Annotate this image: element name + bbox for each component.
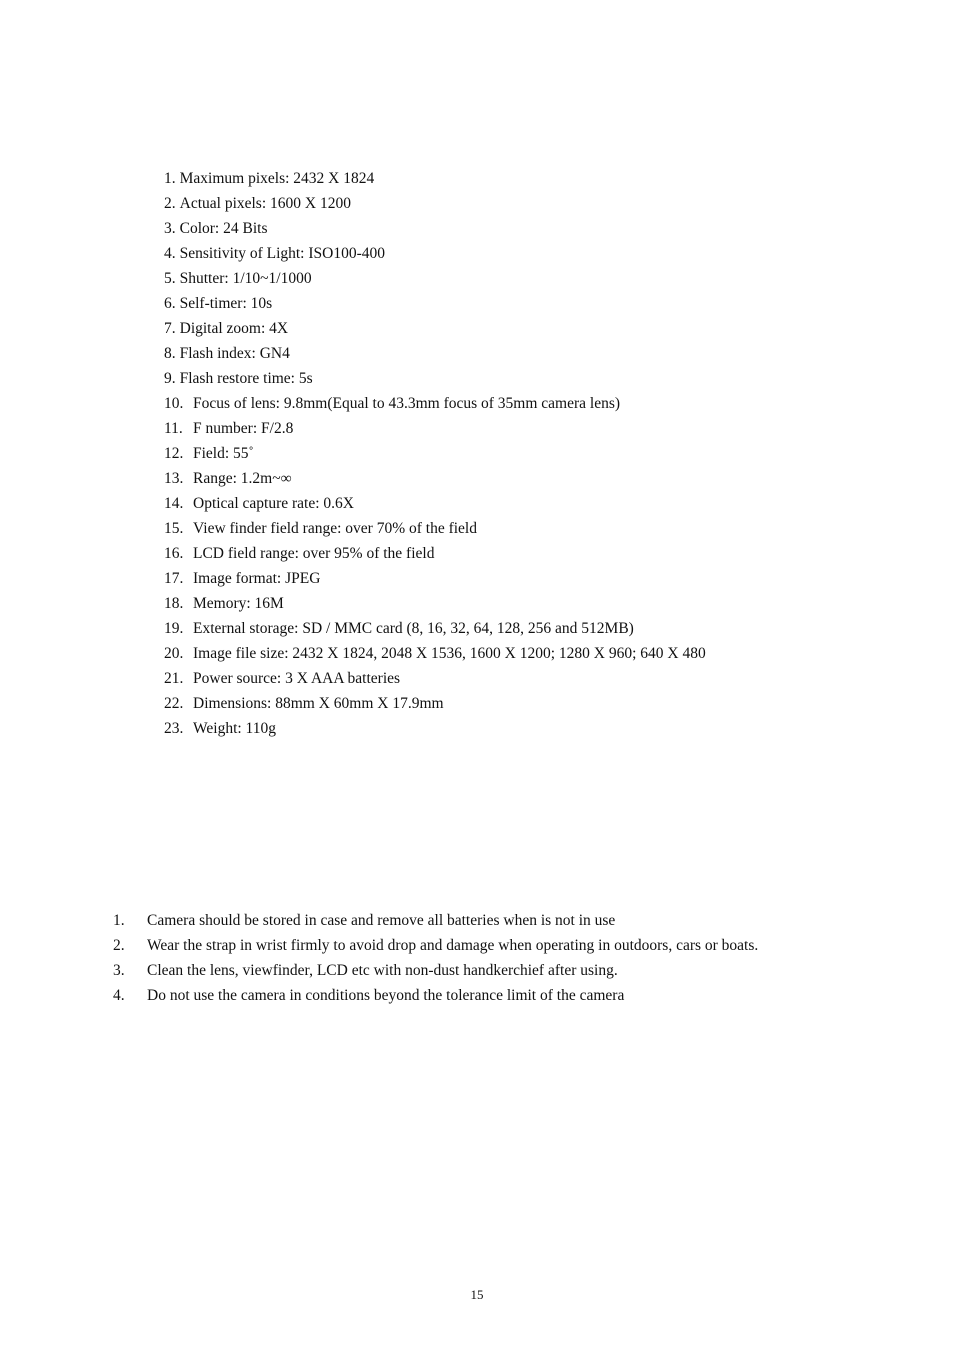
care-text: Clean the lens, viewfinder, LCD etc with non-dust handkerchief after using. (147, 962, 618, 979)
spec-item (164, 241, 706, 266)
spec-number: 23. (164, 720, 184, 737)
spec-item (164, 441, 706, 466)
care-item (113, 958, 758, 983)
spec-number: 21. (164, 670, 184, 687)
spec-number: 6. (164, 295, 176, 312)
spec-text: Flash index: GN4 (179, 345, 290, 362)
spec-item (164, 316, 706, 341)
spec-number: 13. (164, 470, 184, 487)
care-item (113, 983, 758, 1008)
specifications-list (164, 166, 706, 741)
spec-text: Image file size: 2432 X 1824, 2048 X 1536, 1600 X 1200; 1280 X 960; 640 X 480 (193, 645, 706, 662)
spec-item (164, 716, 706, 741)
spec-text: Flash restore time: 5s (179, 370, 313, 387)
spec-text: Maximum pixels: 2432 X 1824 (179, 170, 375, 187)
spec-number: 8. (164, 345, 176, 362)
spec-item (164, 516, 706, 541)
spec-number: 10. (164, 395, 184, 412)
spec-item (164, 616, 706, 641)
spec-item (164, 591, 706, 616)
spec-item (164, 341, 706, 366)
spec-item (164, 391, 706, 416)
care-text: Wear the strap in wrist firmly to avoid drop and damage when operating in outdoors, cars or boats. (147, 937, 759, 954)
spec-number: 14. (164, 495, 184, 512)
spec-text: Self-timer: 10s (179, 295, 273, 312)
spec-text: F number: F/2.8 (193, 420, 294, 437)
spec-text: View finder field range: over 70% of the field (193, 520, 477, 537)
spec-item (164, 291, 706, 316)
spec-text: Shutter: 1/10~1/1000 (179, 270, 312, 287)
spec-number: 22. (164, 695, 184, 712)
spec-text: Dimensions: 88mm X 60mm X 17.9mm (193, 695, 444, 712)
spec-number: 17. (164, 570, 184, 587)
spec-number: 2. (164, 195, 176, 212)
spec-number: 3. (164, 220, 176, 237)
spec-text: Memory: 16M (193, 595, 284, 612)
spec-number: 5. (164, 270, 176, 287)
spec-text: Digital zoom: 4X (179, 320, 289, 337)
spec-number: 11. (164, 420, 183, 437)
spec-text: Weight: 110g (193, 720, 276, 737)
spec-number: 20. (164, 645, 184, 662)
spec-number: 19. (164, 620, 184, 637)
spec-item (164, 641, 706, 666)
page-number: 15 (470, 1287, 484, 1302)
spec-item (164, 191, 706, 216)
spec-item (164, 691, 706, 716)
care-item (113, 933, 758, 958)
spec-item (164, 491, 706, 516)
spec-number: 4. (164, 245, 176, 262)
spec-item (164, 166, 706, 191)
spec-number: 7. (164, 320, 176, 337)
care-number: 4. (113, 987, 125, 1004)
spec-text: Focus of lens: 9.8mm(Equal to 43.3mm focus of 35mm camera lens) (193, 395, 621, 412)
spec-number: 1. (164, 170, 176, 187)
spec-item (164, 416, 706, 441)
spec-number: 12. (164, 445, 184, 462)
spec-text: External storage: SD / MMC card (8, 16, 32, 64, 128, 256 and 512MB) (193, 620, 634, 637)
spec-text: Optical capture rate: 0.6X (193, 495, 354, 512)
spec-text: Field: 55˚ (193, 445, 254, 462)
spec-item (164, 466, 706, 491)
spec-text: Sensitivity of Light: ISO100-400 (179, 245, 385, 262)
care-instructions-list (113, 908, 758, 1008)
spec-number: 16. (164, 545, 184, 562)
care-text: Do not use the camera in conditions beyond the tolerance limit of the camera (147, 987, 625, 1004)
care-text: Camera should be stored in case and remove all batteries when is not in use (147, 912, 616, 929)
spec-text: Color: 24 Bits (179, 220, 268, 237)
spec-text: Power source: 3 X AAA batteries (193, 670, 401, 687)
spec-item (164, 266, 706, 291)
spec-number: 18. (164, 595, 184, 612)
spec-item (164, 216, 706, 241)
spec-text: Actual pixels: 1600 X 1200 (179, 195, 351, 212)
spec-item (164, 541, 706, 566)
care-number: 3. (113, 962, 125, 979)
spec-text: LCD field range: over 95% of the field (193, 545, 435, 562)
spec-text: Image format: JPEG (193, 570, 321, 587)
spec-number: 15. (164, 520, 184, 537)
care-number: 2. (113, 937, 125, 954)
spec-item (164, 566, 706, 591)
care-number: 1. (113, 912, 125, 929)
spec-item (164, 666, 706, 691)
care-item (113, 908, 758, 933)
spec-item (164, 366, 706, 391)
spec-number: 9. (164, 370, 176, 387)
spec-text: Range: 1.2m~∞ (193, 470, 292, 487)
